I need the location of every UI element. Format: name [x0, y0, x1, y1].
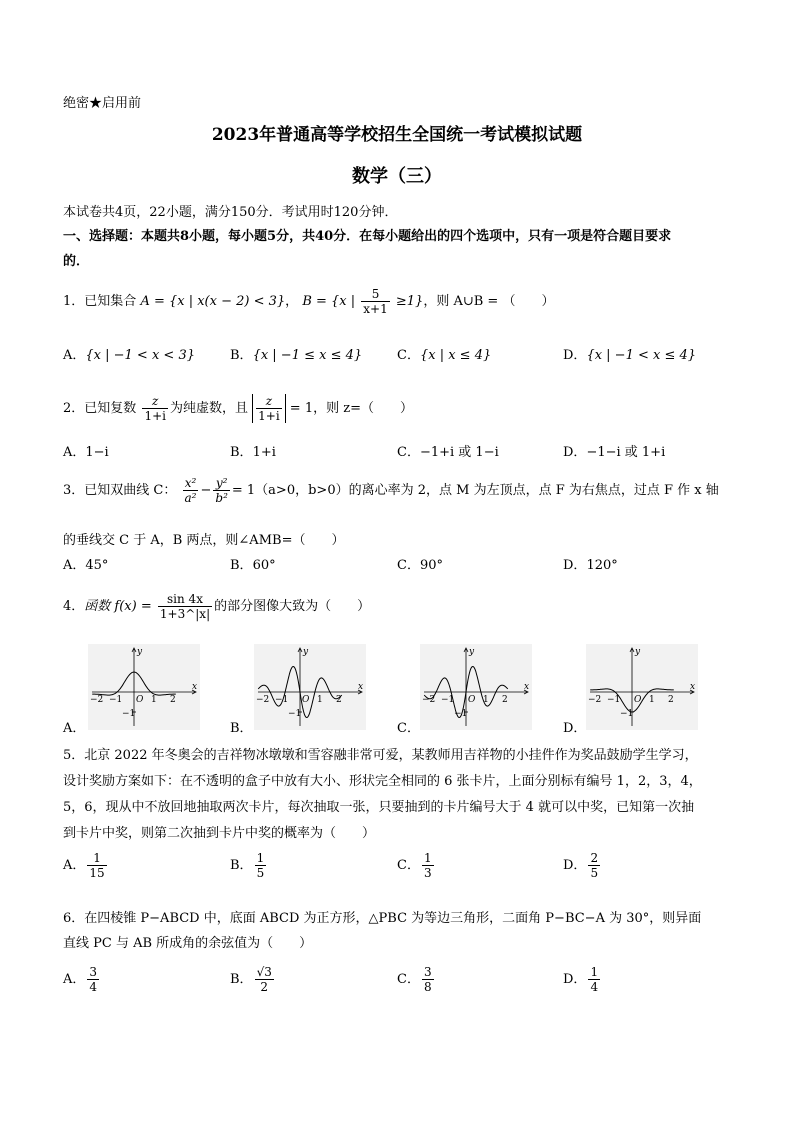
tick-label-1: 1: [151, 695, 157, 705]
q4-graph-c[interactable]: [420, 644, 532, 730]
y-label: y: [635, 647, 641, 657]
tick-label-y-neg1: −1: [454, 709, 468, 719]
origin-label: O: [634, 695, 642, 705]
q1-option-b[interactable]: B．{x | −1 ≤ x ≤ 4}: [230, 348, 363, 363]
q1-option-a[interactable]: A．{x | −1 < x < 3}: [63, 348, 195, 363]
q2-option-b[interactable]: B．1+i: [230, 445, 276, 460]
set-a: A = {x | x(x − 2) < 3}: [140, 294, 286, 309]
question-number: 2．: [63, 401, 85, 416]
tick-label-y-neg1: −1: [122, 709, 136, 719]
q6-option-c[interactable]: C． $\frac{3}{8}$: [397, 965, 432, 994]
q5-option-b[interactable]: B． $\frac{1}{5}$: [230, 851, 265, 880]
exam-subject: 数学（三）: [352, 166, 442, 187]
q2-option-d[interactable]: D．−1−i 或 1+i: [563, 445, 666, 460]
question-5-line3: 5，6，现从中不放回地抽取两次卡片，每次抽取一张，只要抽到的卡片编号大于 4 就可以中奖，已知第一次抽: [63, 800, 695, 815]
q6-option-a[interactable]: A． $\frac{3}{4}$: [63, 965, 98, 994]
q1-option-d[interactable]: D．{x | −1 < x ≤ 4}: [563, 348, 697, 363]
question-tail: ，则 A∪B = （ ）: [423, 294, 555, 309]
origin-label: O: [302, 695, 310, 705]
q4-graph-b[interactable]: [254, 644, 366, 730]
q3-option-c[interactable]: C．90°: [397, 558, 443, 573]
question-6-line2: 直线 PC 与 AB 所成角的余弦值为（ ）: [63, 936, 313, 951]
question-tail: = 1，则 z=（ ）: [289, 401, 413, 416]
q4-option-c[interactable]: C．: [397, 721, 420, 736]
tick-label-neg1: −1: [441, 695, 455, 705]
question-text-mid: 为纯虚数，且: [169, 401, 248, 416]
tick-label-neg2: −2: [422, 695, 436, 705]
question-number: 1．: [63, 294, 85, 309]
tick-label-neg1: −1: [109, 695, 123, 705]
q6-option-b[interactable]: B． $\frac{√3}{2}$: [230, 965, 272, 994]
q2-option-a[interactable]: A．1−i: [63, 445, 109, 460]
tick-label-2: 2: [668, 695, 674, 705]
tick-label-neg1: −1: [607, 695, 621, 705]
x-label: x: [524, 682, 530, 692]
fraction: $\frac{5}{x+1}$: [363, 287, 388, 316]
q6-option-d[interactable]: D． $\frac{1}{4}$: [563, 965, 599, 994]
origin-label: O: [136, 695, 144, 705]
tick-label-2: 2: [170, 695, 176, 705]
section-heading-line2: 的．: [63, 254, 90, 269]
q1-option-c[interactable]: C．{x | x ≤ 4}: [397, 348, 492, 363]
y-label: y: [469, 647, 475, 657]
tick-label-neg2: −2: [588, 695, 602, 705]
set-b-suffix: ≥1}: [395, 294, 424, 309]
question-text: 已知双曲线 C：: [84, 483, 177, 498]
q4-graph-a[interactable]: [88, 644, 200, 730]
tick-label-y-neg1: −1: [288, 709, 302, 719]
origin-label: O: [468, 695, 476, 705]
exam-title: 2023年普通高等学校招生全国统一考试模拟试题: [211, 125, 583, 145]
tick-label-neg2: −2: [90, 695, 104, 705]
fraction: $\frac{\sin 4x}{1+3\^{}|x|}$: [159, 592, 211, 621]
tick-label-y-neg1: −1: [620, 709, 634, 719]
question-5-line2: 设计奖励方案如下：在不透明的盒子中放有大小、形状完全相同的 6 张卡片，上面分别标有编号 1，2，3，4，: [63, 774, 702, 789]
q4-option-a[interactable]: A．: [63, 721, 86, 736]
confidential-mark: 绝密★启用前: [63, 96, 142, 111]
fraction: $\frac{\text{x²}}{\text{a²}}$: [184, 476, 197, 505]
question-1: 1．已知集合 A = {x | x(x − 2) < 3}， B = {x | $\frac{5}{x+1}$ ≥1}，则 A∪B = （ ）: [63, 287, 555, 316]
q3-option-d[interactable]: D．120°: [563, 558, 618, 573]
set-b-prefix: B = {x |: [302, 294, 356, 309]
q3-option-b[interactable]: B．60°: [230, 558, 276, 573]
q4-option-d[interactable]: D．: [563, 721, 587, 736]
question-3-line2: 的垂线交 C 于 A，B 两点，则∠AMB=（ ）: [63, 533, 345, 548]
question-2: [63, 394, 413, 423]
tick-label-1: 1: [483, 695, 489, 705]
question-text: 已知集合: [84, 294, 137, 309]
tick-label-1: 1: [317, 695, 323, 705]
tick-label-neg1: −1: [275, 695, 289, 705]
question-3: 3．已知双曲线 C： $\frac{\text{x²}}{\text{a²}}$ − $\frac{\text{y²}}{\text{b²}}$ = 1（a>0，b>0）的离心率为 2，点 M 为左顶点，点 F 为右焦点，过点 F 作 x 轴: [63, 476, 719, 505]
graph-svg: [254, 644, 366, 730]
question-text: 函数 f(x) =: [84, 599, 152, 614]
exam-intro: 本试卷共4页，22小题，满分150分．考试用时120分钟．: [63, 205, 398, 220]
graph-svg: [88, 644, 200, 730]
absolute-value: $\frac{z}{1+i}$: [252, 394, 286, 423]
fraction: $\frac{\text{y²}}{\text{b²}}$: [215, 476, 228, 505]
tick-label-neg2: −2: [256, 695, 270, 705]
question-5-line4: 到卡片中奖，则第二次抽到卡片中奖的概率为（ ）: [63, 826, 376, 841]
q2-option-c[interactable]: C．−1+i 或 1−i: [397, 445, 499, 460]
graph-svg: [420, 644, 532, 730]
q3-option-a[interactable]: A．45°: [63, 558, 109, 573]
question-6: 6．在四棱锥 P−ABCD 中，底面 ABCD 为正方形，△PBC 为等边三角形，二面角 P−BC−A 为 30°，则异面: [63, 911, 702, 926]
tick-label-2: 2: [336, 695, 342, 705]
question-tail: = 1（a>0，b>0）的离心率为 2，点 M 为左顶点，点 F 为右焦点，过点 F 作 x 轴: [231, 483, 719, 498]
question-number: 4．: [63, 599, 85, 614]
q4-option-b[interactable]: B．: [230, 721, 253, 736]
x-label: x: [690, 682, 696, 692]
graph-svg: [586, 644, 698, 730]
x-label: x: [358, 682, 364, 692]
question-text: 已知复数: [84, 401, 137, 416]
q5-option-a[interactable]: A． $\frac{1}{15}$: [63, 851, 105, 880]
fraction: $\frac{z}{1+i}$: [144, 394, 166, 423]
section-heading-line1: 一、选择题：本题共8小题，每小题5分，共40分．在每小题给出的四个选项中，只有一项是符合题目要求: [63, 229, 672, 244]
y-label: y: [303, 647, 309, 657]
y-label: y: [137, 647, 143, 657]
question-4: [63, 592, 370, 621]
q5-option-c[interactable]: C． $\frac{1}{3}$: [397, 851, 432, 880]
question-5: 5．北京 2022 年冬奥会的吉祥物冰墩墩和雪容融非常可爱，某教师用吉祥物的小挂件作为奖品鼓励学生学习，: [63, 748, 698, 763]
x-label: x: [192, 682, 198, 692]
question-tail: 的部分图像大致为（ ）: [214, 599, 371, 614]
q5-option-d[interactable]: D． $\frac{2}{5}$: [563, 851, 599, 880]
question-number: 3．: [63, 483, 85, 498]
tick-label-2: 2: [502, 695, 508, 705]
q4-graph-d[interactable]: [586, 644, 698, 730]
tick-label-1: 1: [649, 695, 655, 705]
